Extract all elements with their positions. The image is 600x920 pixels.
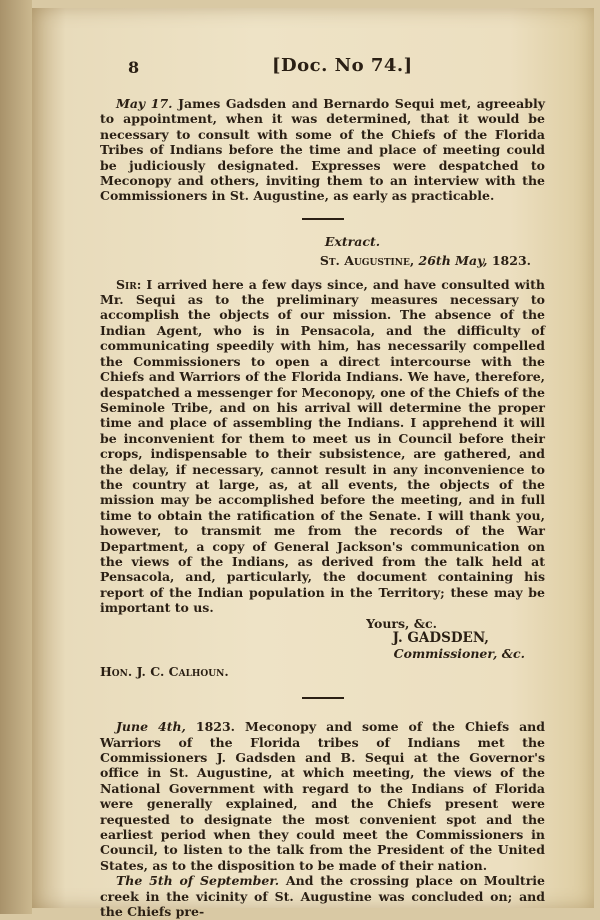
letter-year: 1823. [487, 253, 531, 269]
signatory-title: Commissioner, &c. [393, 646, 525, 662]
letter-body [100, 277, 545, 616]
letter-dateline [100, 253, 545, 268]
entry-june-4 [100, 719, 545, 873]
page-number: 8 [128, 58, 140, 77]
entry-sept-5 [100, 873, 545, 919]
entry-text: 1823. Meconopy and some of the Chiefs and Warriors of the Florida tribes of Indians met the Commissioners J. Gadsden and B. Sequi at the Governor's office in St. Augustine, at which meeting, the views of the National Government with regard to the Indians of Florida were generally explained, and the Chiefs present were requested to designate the most convenient spot and the earliest period when they could meet the Commissioners in Council, to listen to the talk from the President of the United States, as to the disposition to be made of their nation. [100, 719, 545, 873]
letter-signature: J. GADSDEN, [392, 630, 489, 646]
entry-may-17 [100, 96, 545, 204]
section-divider [302, 218, 344, 220]
letter-closing: Yours, &c. [366, 615, 437, 631]
letter-place: St. Augustine, [319, 253, 415, 269]
page-header [100, 56, 545, 86]
entry-date: The 5th of September. [116, 873, 280, 889]
page-binding-edge [0, 0, 32, 914]
letter-date: 26th May, [414, 253, 488, 269]
entry-text: And the crossing place on Moultrie creek in the vicinity of St. Augustine was concluded on; and the Chiefs pre- [100, 873, 545, 920]
document-reference: [Doc. No 74.] [272, 55, 413, 76]
letter-salutation: Sir: [116, 276, 142, 292]
letter-text: I arrived here a few days since, and have consulted with Mr. Sequi as to the preliminary measures necessary to accomplish the objects of our mission. The absence of the Indian Agent, who is in Pensacola, and the difficulty of communicating speedily with him, has necessarily compelled the Commissioners to open a direct intercourse with the Chiefs and Warriors of the Florida Indians. We have, therefore, despatched a messenger for Meconopy, one of the Chiefs of the Seminole Tribe, and on his arrival will determine the proper time and place of assembling the Indians. I apprehend it will be inconvenient for them to meet us in Council before their crops, indispensable to their subsistence, are gathered, and the delay, if necessary, cannot result in any inconvenience to the country at large, as, at all events, the objects of the mission may be accomplished before the meeting, and in full time to obtain the ratification of the Senate. I will thank you, however, to transmit me from the records of the War Department, a copy of General Jackson's communication on the views of the Indians, as derived from the talk held at Pensacola, and, particularly, the document containing his report of the Indian population in the Territory; these may be important to us. [100, 276, 545, 616]
extract-label: Extract. [324, 233, 381, 249]
entry-date: June 4th, [116, 719, 186, 735]
letter-addressee: Hon. J. C. Calhoun. [100, 663, 229, 679]
section-divider-2 [302, 697, 344, 699]
entry-date: May 17. [116, 96, 173, 111]
entry-text: James Gadsden and Bernardo Sequi met, agreeably to appointment, when it was determined, that it would be necessary to consult with some of the Chiefs of the Florida Tribes of Indians before the time and place of meeting could be judiciously designated. Expresses were despatched to Meconopy and others, inviting them to an interview with the Commissioners in St. Augustine, as early as practicable. [100, 96, 545, 204]
page-content [100, 56, 545, 920]
